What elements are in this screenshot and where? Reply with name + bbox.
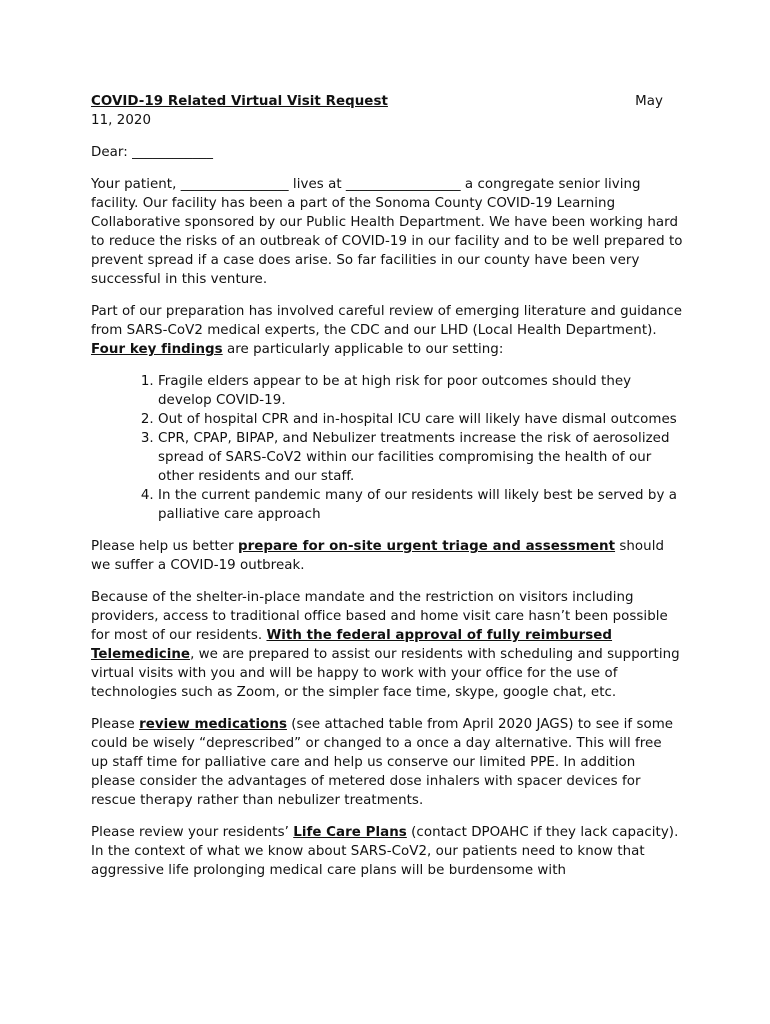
list-item: 1. Fragile elders appear to be at high risk for poor outcomes should they develop COVID-19. xyxy=(158,372,683,410)
paragraph-life-care-plans-text: Please review your residents’ xyxy=(91,825,294,840)
letter-title: COVID-19 Related Virtual Visit Request xyxy=(91,94,388,109)
paragraph-telemedicine-text: Because of the shelter-in-place mandate and the restriction on visitors including providers, access to traditional office based and home visit care hasn’t been possible for most of our residents. xyxy=(91,590,668,643)
paragraph-telemedicine xyxy=(91,588,683,702)
review-medications-emphasis: review medications xyxy=(139,717,287,732)
date-rest: 11, 2020 xyxy=(91,113,152,128)
paragraph-triage xyxy=(91,537,683,575)
paragraph-medications-text-end: (see attached table from April 2020 JAGS) to see if some could be wisely “deprescribed” or changed to a once a day alternative. This will free up staff time for palliative care and help us conserve our limited PPE. In addition please consider the advantages of metered dose inhalers with spacer devices for rescue therapy rather than nebulizer treatments. xyxy=(91,717,674,808)
paragraph-triage-text-end: should we suffer a COVID-19 outbreak. xyxy=(91,539,665,573)
title-line xyxy=(91,92,683,111)
paragraph-intro: Your patient, ________________ lives at _________________ a congregate senior living facility. Our facility has been a part of the Sonoma County COVID-19 Learning Collaborative sponsored by our Public Health Department. We have been working hard to reduce the risks of an outbreak of COVID-19 in our facility and to be well prepared to prevent spread if a case does arise. So far facilities in our county have been very successful in this venture. xyxy=(91,177,683,287)
paragraph-triage-text: Please help us better xyxy=(91,539,238,554)
paragraph-preparation xyxy=(91,302,683,359)
paragraph-medications-text: Please xyxy=(91,717,140,732)
paragraph-preparation-text: Part of our preparation has involved careful review of emerging literature and guidance from SARS-CoV2 medical experts, the CDC and our LHD (Local Health Department). xyxy=(91,304,682,338)
telemedicine-emphasis: With the federal approval of fully reimbursed Telemedicine xyxy=(91,628,613,662)
list-item: 3. CPR, CPAP, BIPAP, and Nebulizer treatments increase the risk of aerosolized spread of SARS-CoV2 within our facilities compromising the health of our other residents and our staff. xyxy=(158,429,683,486)
list-item: 2. Out of hospital CPR and in-hospital ICU care will likely have dismal outcomes xyxy=(158,410,683,429)
paragraph-life-care-plans-text-end: (contact DPOAHC if they lack capacity). In the context of what we know about SARS-CoV2, our patients need to know that aggressive life prolonging medical care plans will be burdensome with xyxy=(91,825,679,878)
salutation: Dear: ____________ xyxy=(91,145,214,160)
triage-emphasis: prepare for on-site urgent triage and assessment xyxy=(237,539,616,554)
paragraph-telemedicine-text-end: , we are prepared to assist our residents with scheduling and supporting virtual visits with you and will be happy to work with your office for the use of technologies such as Zoom, or the simpler face time, skype, google chat, etc. xyxy=(91,647,680,700)
date-month: May xyxy=(635,94,663,109)
letter-body xyxy=(91,92,683,880)
paragraph-preparation-text-end: are particularly applicable to our setting: xyxy=(222,342,504,357)
life-care-plans-emphasis: Life Care Plans xyxy=(293,825,407,840)
paragraph-life-care-plans xyxy=(91,823,683,880)
list-item: 4. In the current pandemic many of our residents will likely best be served by a palliative care approach xyxy=(158,486,683,524)
four-key-findings-emphasis: Four key findings xyxy=(91,342,223,357)
paragraph-medications xyxy=(91,715,683,810)
findings-list xyxy=(91,372,683,524)
